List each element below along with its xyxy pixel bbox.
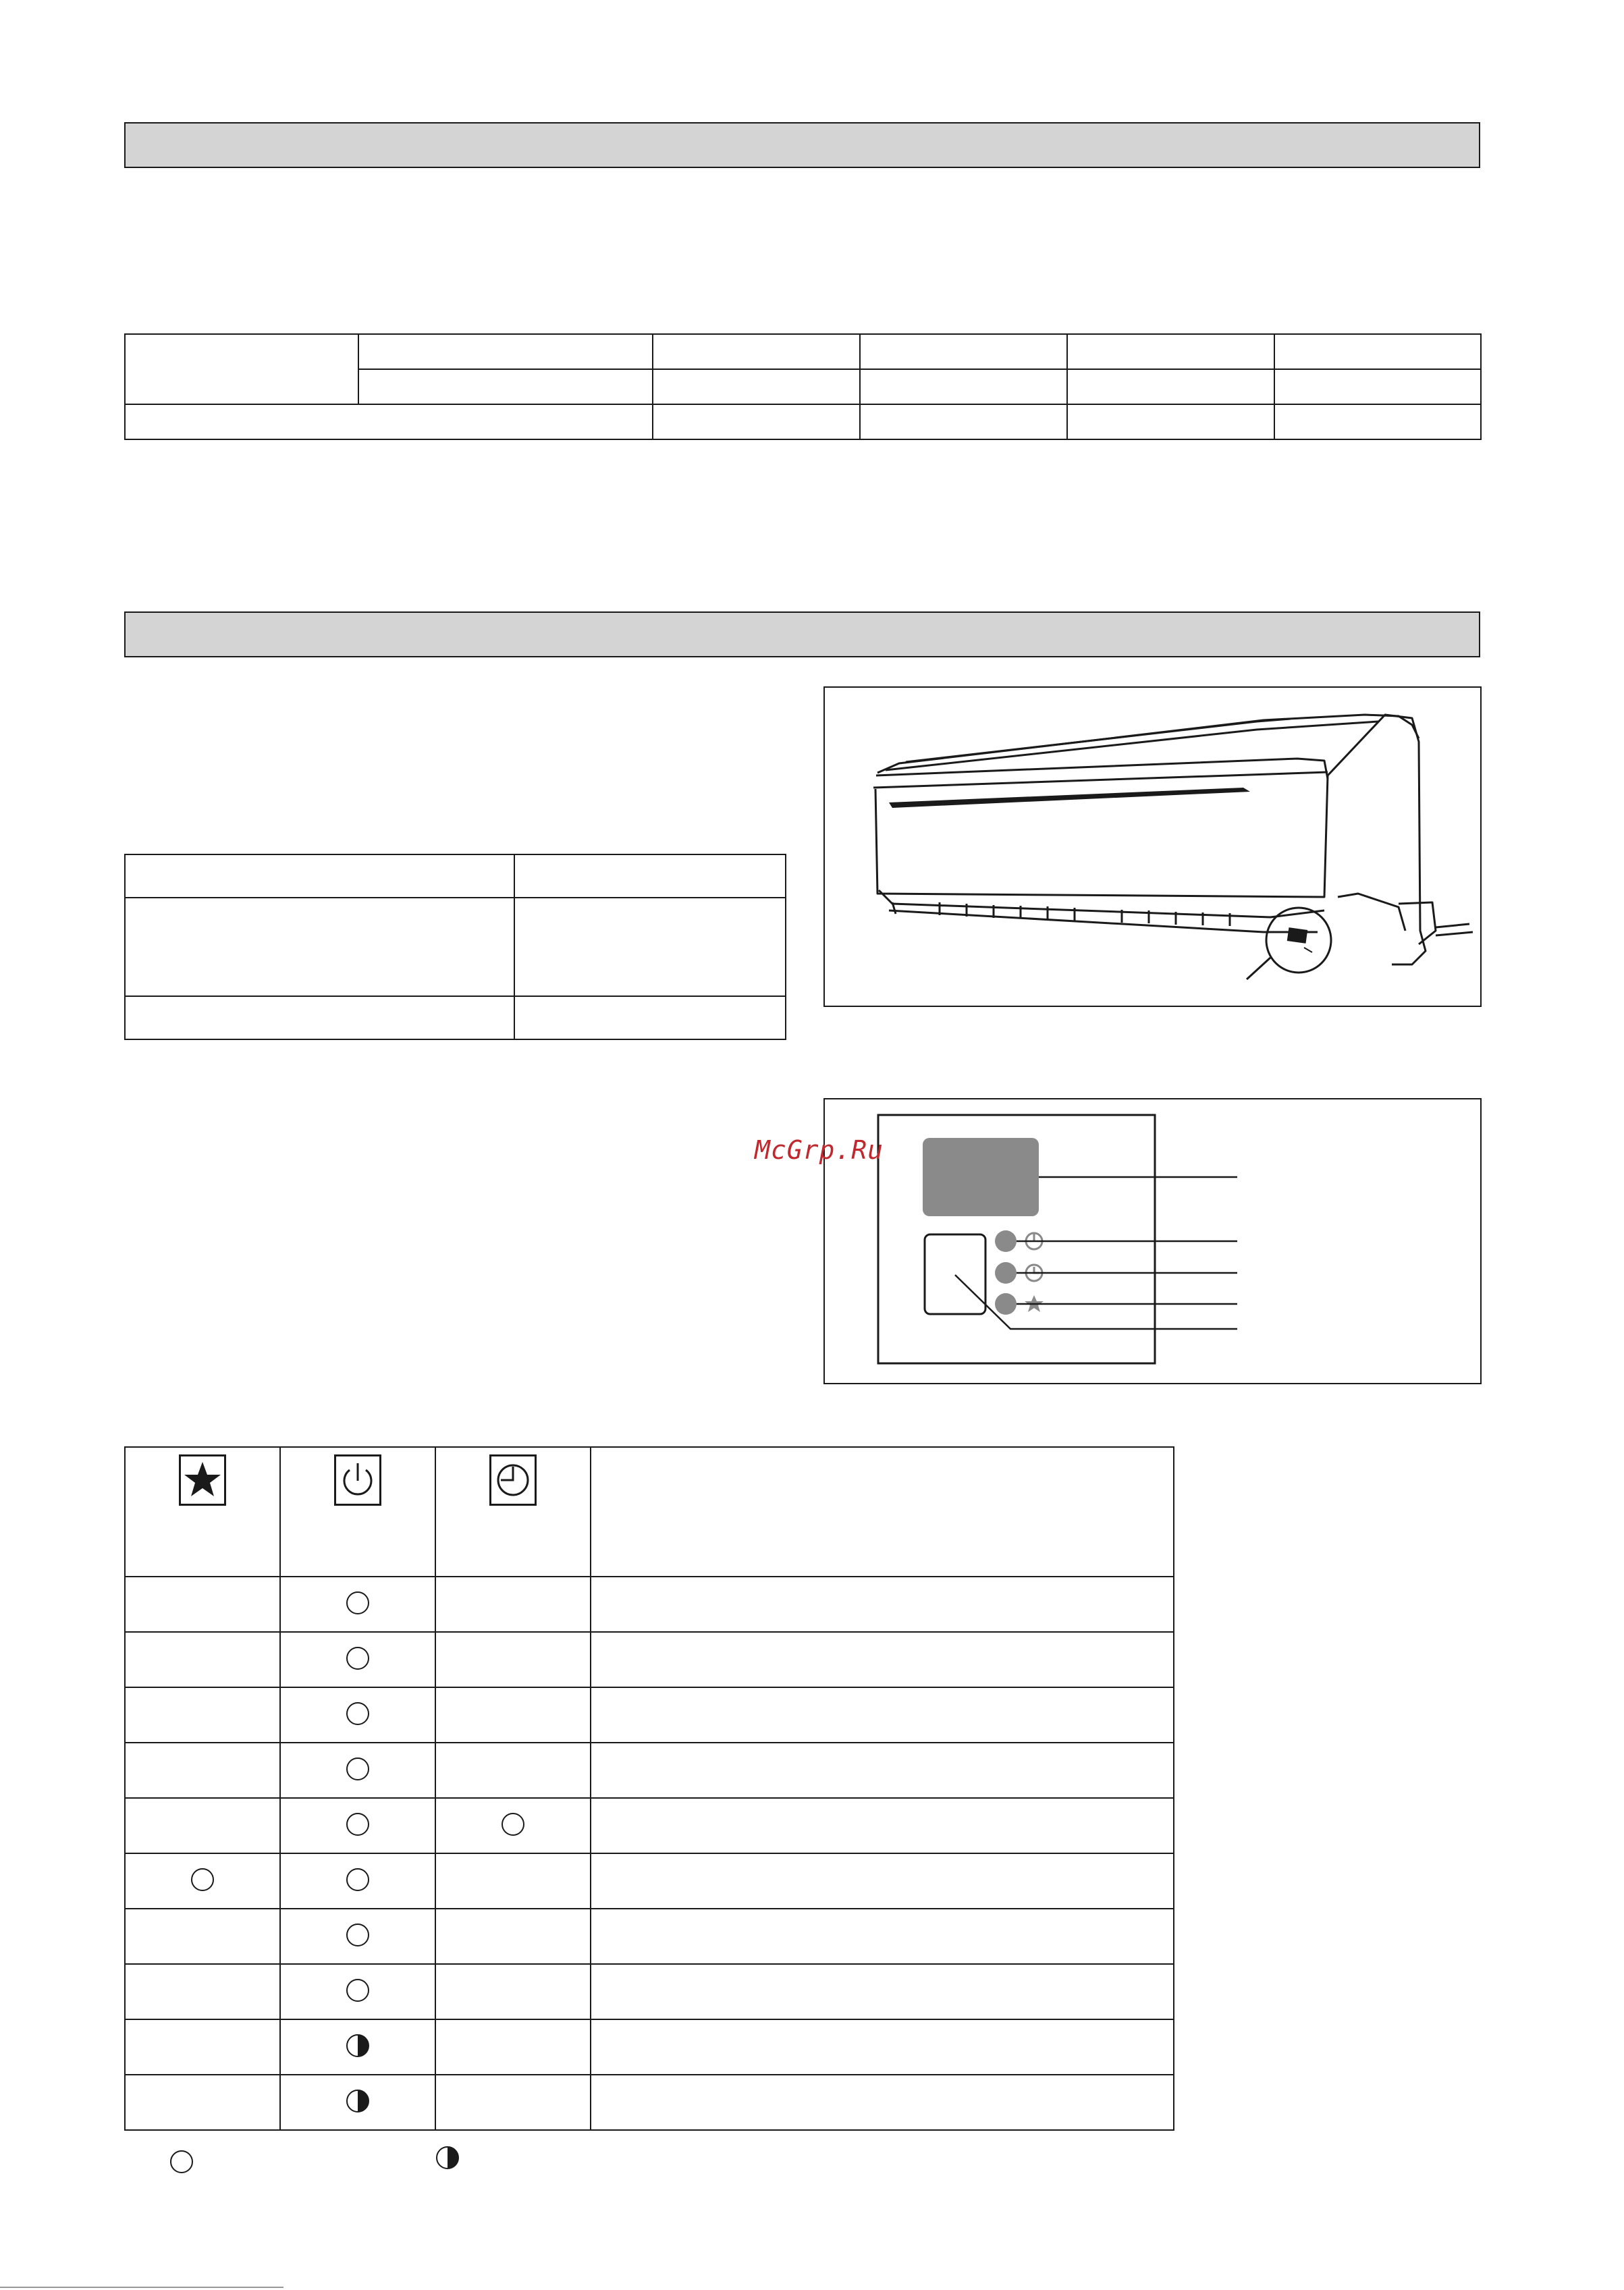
status-cell-timer (435, 1687, 591, 1743)
status-cell-star (125, 1743, 280, 1798)
spec-cell (514, 996, 786, 1039)
status-cell-star (125, 1964, 280, 2019)
status-description (591, 1909, 1174, 1964)
lit-circle-icon (191, 1868, 214, 1891)
status-cell-power (280, 1798, 435, 1853)
status-row (125, 2019, 1174, 2075)
status-description (591, 1687, 1174, 1743)
lit-circle-icon (170, 2150, 193, 2173)
lit-circle-icon (346, 1757, 369, 1780)
status-description (591, 1853, 1174, 1909)
status-cell-star (125, 1853, 280, 1909)
status-row (125, 2075, 1174, 2130)
status-row (125, 1853, 1174, 1909)
section-header-bar-1 (124, 122, 1480, 168)
status-description (591, 2019, 1174, 2075)
status-cell-timer (435, 1964, 591, 2019)
watermark: McGrp.Ru (755, 1135, 884, 1165)
status-cell-star (125, 1909, 280, 1964)
status-table (124, 1446, 1174, 2131)
header-cell (125, 1447, 280, 1577)
status-cell-timer (435, 2019, 591, 2075)
status-cell-timer (435, 1909, 591, 1964)
status-description (591, 1743, 1174, 1798)
blink-circle-icon (346, 2090, 369, 2112)
lit-circle-icon (346, 1924, 369, 1946)
header-cell (435, 1447, 591, 1577)
status-description (591, 1798, 1174, 1853)
status-cell-timer (435, 1577, 591, 1632)
lit-circle-icon (346, 1591, 369, 1614)
spec-cell (125, 996, 514, 1039)
spec-cell (1274, 404, 1481, 439)
footer-rule (0, 2287, 283, 2288)
status-description (591, 2075, 1174, 2130)
spec-cell (1067, 334, 1274, 369)
status-cell-power (280, 1964, 435, 2019)
control-panel-drawing (825, 1099, 1483, 1386)
lit-circle-icon (346, 1647, 369, 1670)
spec-cell (125, 334, 358, 404)
status-cell-star (125, 2019, 280, 2075)
spec-cell (125, 404, 653, 439)
status-row (125, 1687, 1174, 1743)
status-cell-timer (435, 1743, 591, 1798)
status-cell-power (280, 1577, 435, 1632)
status-cell-power (280, 2019, 435, 2075)
spec-cell (514, 854, 786, 898)
status-cell-star (125, 2075, 280, 2130)
indoor-unit-figure (823, 686, 1482, 1007)
blink-circle-icon (436, 2146, 459, 2169)
spec-cell (860, 404, 1067, 439)
spec-cell (1274, 369, 1481, 404)
status-table-header (125, 1447, 1174, 1577)
status-row (125, 1632, 1174, 1687)
status-description (591, 1632, 1174, 1687)
star-icon (179, 1454, 226, 1506)
status-cell-power (280, 2075, 435, 2130)
spec-cell (653, 369, 860, 404)
spec-cell (125, 854, 514, 898)
lit-circle-icon (346, 1813, 369, 1836)
spec-cell (1067, 369, 1274, 404)
status-cell-power (280, 1687, 435, 1743)
lit-circle-icon (346, 1979, 369, 2002)
spec-table-2 (124, 854, 786, 1040)
spec-cell (514, 898, 786, 996)
indoor-unit-drawing (825, 688, 1483, 1008)
spec-table-1 (124, 333, 1482, 440)
status-cell-timer (435, 1798, 591, 1853)
status-cell-power (280, 1632, 435, 1687)
lit-circle-icon (346, 1702, 369, 1725)
status-cell-star (125, 1632, 280, 1687)
status-cell-timer (435, 1853, 591, 1909)
status-row (125, 1798, 1174, 1853)
status-cell-star (125, 1577, 280, 1632)
status-description (591, 1964, 1174, 2019)
spec-cell (860, 334, 1067, 369)
spec-cell (1274, 334, 1481, 369)
clock-icon (489, 1454, 537, 1506)
lit-circle-icon (346, 1868, 369, 1891)
status-row (125, 1964, 1174, 2019)
power-icon (334, 1454, 381, 1506)
status-cell-timer (435, 1632, 591, 1687)
status-cell-power (280, 1743, 435, 1798)
spec-cell (860, 369, 1067, 404)
status-cell-power (280, 1909, 435, 1964)
status-cell-star (125, 1687, 280, 1743)
status-description (591, 1577, 1174, 1632)
status-cell-star (125, 1798, 280, 1853)
spec-cell (653, 404, 860, 439)
status-row (125, 1909, 1174, 1964)
status-cell-timer (435, 2075, 591, 2130)
lit-circle-icon (502, 1813, 524, 1836)
blink-circle-icon (346, 2034, 369, 2057)
spec-cell (653, 334, 860, 369)
status-row (125, 1743, 1174, 1798)
status-cell-power (280, 1853, 435, 1909)
spec-cell (125, 898, 514, 996)
spec-cell (358, 369, 653, 404)
status-row (125, 1577, 1174, 1632)
spec-cell (1067, 404, 1274, 439)
section-header-bar-2 (124, 611, 1480, 657)
header-cell (591, 1447, 1174, 1577)
control-panel-figure (823, 1098, 1482, 1384)
header-cell (280, 1447, 435, 1577)
spec-cell (358, 334, 653, 369)
